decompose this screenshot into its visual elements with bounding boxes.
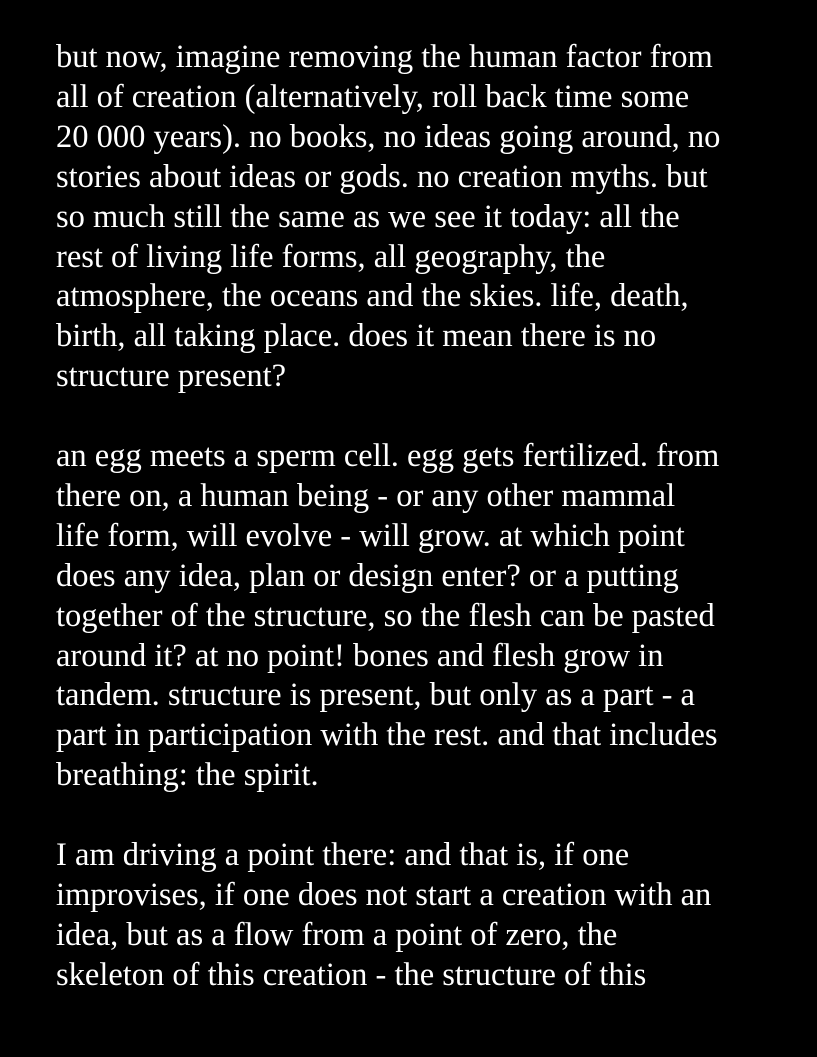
text-line: part in participation with the rest. and that includes <box>56 717 718 754</box>
text-line: skeleton of this creation - the structure of this <box>56 956 647 993</box>
text-line: idea, but as a flow from a point of zero, the <box>56 916 618 953</box>
text-line: structure present? <box>56 358 287 395</box>
text-line: there on, a human being - or any other mammal <box>56 477 676 514</box>
text-line: tandem. structure is present, but only as a part - a <box>56 677 695 714</box>
text-line: atmosphere, the oceans and the skies. life, death, <box>56 278 689 315</box>
text-line: birth, all taking place. does it mean there is no <box>56 318 657 355</box>
text-line: rest of living life forms, all geography, the <box>56 238 606 275</box>
text-line: I am driving a point there: and that is, if one <box>56 837 630 874</box>
text-line: but now, imagine removing the human factor from <box>56 39 713 75</box>
paragraph <box>56 437 796 796</box>
text-line: around it? at no point! bones and flesh grow in <box>56 637 664 674</box>
document-text <box>56 38 796 1036</box>
text-line: 20 000 years). no books, no ideas going around, no <box>56 118 721 155</box>
text-line: stories about ideas or gods. no creation myths. but <box>56 158 708 195</box>
paragraph <box>56 836 796 996</box>
text-line: an egg meets a sperm cell. egg gets fertilized. from <box>56 438 720 475</box>
text-line: together of the structure, so the flesh can be pasted <box>56 597 715 634</box>
text-line: so much still the same as we see it today: all the <box>56 198 680 235</box>
text-line: improvises, if one does not start a creation with an <box>56 877 712 913</box>
paragraph <box>56 38 796 397</box>
text-line: does any idea, plan or design enter? or a putting <box>56 557 679 594</box>
text-line: life form, will evolve - will grow. at which point <box>56 517 685 554</box>
text-line: all of creation (alternatively, roll back time some <box>56 78 690 115</box>
text-line: breathing: the spirit. <box>56 757 319 794</box>
